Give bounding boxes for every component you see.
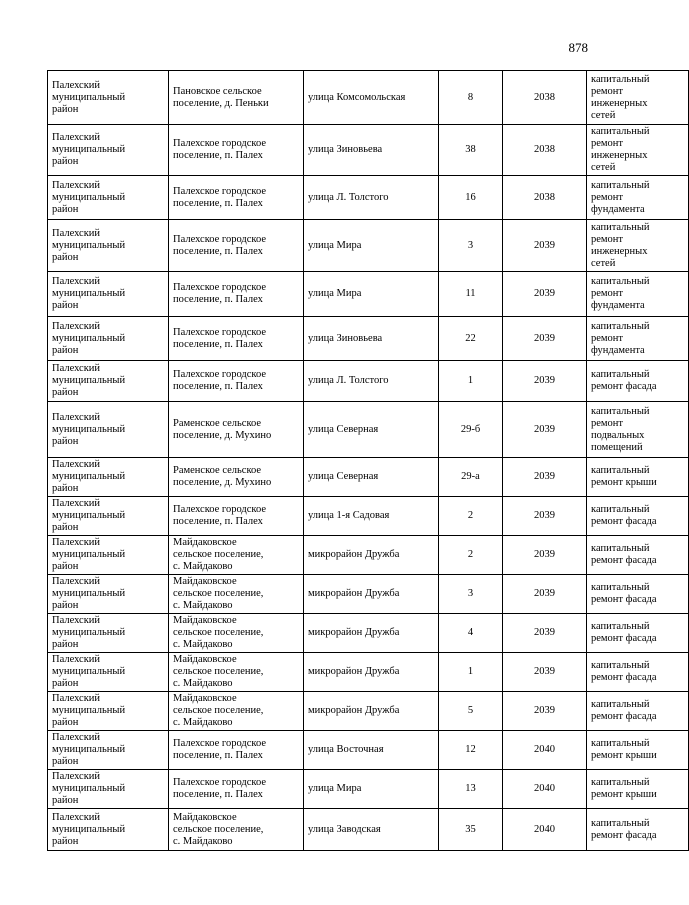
house-number-cell: 29-б	[439, 402, 503, 458]
district-cell: Палехский муниципальный район	[48, 458, 169, 497]
work-type-cell: капитальный ремонт фасада	[587, 497, 689, 536]
work-type-cell: капитальный ремонт инженерных сетей	[587, 220, 689, 272]
street-cell: улица Заводская	[304, 809, 439, 851]
work-type-cell: капитальный ремонт фундамента	[587, 272, 689, 317]
work-type-cell: капитальный ремонт фасада	[587, 536, 689, 575]
work-type-cell: капитальный ремонт фундамента	[587, 176, 689, 220]
settlement-cell: Майдаковское сельское поселение, с. Майдаково	[169, 614, 304, 653]
district-cell: Палехский муниципальный район	[48, 176, 169, 220]
street-cell: улица Л. Толстого	[304, 361, 439, 402]
work-type-cell: капитальный ремонт крыши	[587, 458, 689, 497]
house-number-cell: 13	[439, 770, 503, 809]
district-cell: Палехский муниципальный район	[48, 402, 169, 458]
settlement-cell: Пановское сельское поселение, д. Пеньки	[169, 71, 304, 125]
table-row	[48, 317, 689, 361]
settlement-cell: Майдаковское сельское поселение, с. Майдаково	[169, 809, 304, 851]
settlement-cell: Палехское городское поселение, п. Палех	[169, 125, 304, 176]
settlement-cell: Майдаковское сельское поселение, с. Майдаково	[169, 575, 304, 614]
street-cell: микрорайон Дружба	[304, 614, 439, 653]
settlement-cell: Раменское сельское поселение, д. Мухино	[169, 402, 304, 458]
work-type-cell: капитальный ремонт крыши	[587, 731, 689, 770]
street-cell: улица Мира	[304, 272, 439, 317]
house-number-cell: 5	[439, 692, 503, 731]
year-cell: 2038	[503, 71, 587, 125]
house-number-cell: 2	[439, 497, 503, 536]
house-number-cell: 38	[439, 125, 503, 176]
year-cell: 2040	[503, 809, 587, 851]
year-cell: 2039	[503, 272, 587, 317]
house-number-cell: 1	[439, 653, 503, 692]
table-row	[48, 614, 689, 653]
district-cell: Палехский муниципальный район	[48, 575, 169, 614]
street-cell: улица Мира	[304, 770, 439, 809]
table-row	[48, 809, 689, 851]
settlement-cell: Палехское городское поселение, п. Палех	[169, 272, 304, 317]
table-row	[48, 220, 689, 272]
street-cell: улица Восточная	[304, 731, 439, 770]
table-row	[48, 272, 689, 317]
street-cell: улица Мира	[304, 220, 439, 272]
settlement-cell: Майдаковское сельское поселение, с. Майдаково	[169, 536, 304, 575]
settlement-cell: Палехское городское поселение, п. Палех	[169, 770, 304, 809]
district-cell: Палехский муниципальный район	[48, 653, 169, 692]
year-cell: 2038	[503, 176, 587, 220]
house-number-cell: 4	[439, 614, 503, 653]
table-row	[48, 176, 689, 220]
house-number-cell: 3	[439, 220, 503, 272]
house-number-cell: 8	[439, 71, 503, 125]
street-cell: микрорайон Дружба	[304, 692, 439, 731]
house-number-cell: 11	[439, 272, 503, 317]
street-cell: улица Зиновьева	[304, 317, 439, 361]
year-cell: 2039	[503, 458, 587, 497]
year-cell: 2039	[503, 692, 587, 731]
settlement-cell: Раменское сельское поселение, д. Мухино	[169, 458, 304, 497]
district-cell: Палехский муниципальный район	[48, 361, 169, 402]
district-cell: Палехский муниципальный район	[48, 71, 169, 125]
work-type-cell: капитальный ремонт фасада	[587, 575, 689, 614]
settlement-cell: Палехское городское поселение, п. Палех	[169, 361, 304, 402]
year-cell: 2039	[503, 614, 587, 653]
table-row	[48, 402, 689, 458]
district-cell: Палехский муниципальный район	[48, 125, 169, 176]
settlement-cell: Палехское городское поселение, п. Палех	[169, 317, 304, 361]
house-number-cell: 12	[439, 731, 503, 770]
district-cell: Палехский муниципальный район	[48, 731, 169, 770]
district-cell: Палехский муниципальный район	[48, 770, 169, 809]
work-type-cell: капитальный ремонт подвальных помещений	[587, 402, 689, 458]
work-type-cell: капитальный ремонт фасада	[587, 361, 689, 402]
year-cell: 2039	[503, 402, 587, 458]
house-number-cell: 1	[439, 361, 503, 402]
district-cell: Палехский муниципальный район	[48, 317, 169, 361]
table-row	[48, 125, 689, 176]
house-number-cell: 22	[439, 317, 503, 361]
table-row	[48, 361, 689, 402]
year-cell: 2039	[503, 317, 587, 361]
year-cell: 2039	[503, 361, 587, 402]
house-number-cell: 35	[439, 809, 503, 851]
work-type-cell: капитальный ремонт фасада	[587, 692, 689, 731]
house-number-cell: 3	[439, 575, 503, 614]
year-cell: 2038	[503, 125, 587, 176]
street-cell: улица Северная	[304, 458, 439, 497]
work-type-cell: капитальный ремонт фасада	[587, 809, 689, 851]
table-row	[48, 458, 689, 497]
settlement-cell: Майдаковское сельское поселение, с. Майдаково	[169, 692, 304, 731]
table-row	[48, 71, 689, 125]
table-row	[48, 692, 689, 731]
year-cell: 2040	[503, 731, 587, 770]
table-row	[48, 536, 689, 575]
district-cell: Палехский муниципальный район	[48, 220, 169, 272]
house-number-cell: 16	[439, 176, 503, 220]
year-cell: 2039	[503, 497, 587, 536]
repair-schedule-table	[47, 70, 689, 851]
settlement-cell: Палехское городское поселение, п. Палех	[169, 176, 304, 220]
year-cell: 2039	[503, 536, 587, 575]
street-cell: улица Зиновьева	[304, 125, 439, 176]
district-cell: Палехский муниципальный район	[48, 272, 169, 317]
house-number-cell: 29-а	[439, 458, 503, 497]
settlement-cell: Палехское городское поселение, п. Палех	[169, 731, 304, 770]
work-type-cell: капитальный ремонт инженерных сетей	[587, 71, 689, 125]
street-cell: микрорайон Дружба	[304, 536, 439, 575]
work-type-cell: капитальный ремонт фасада	[587, 614, 689, 653]
work-type-cell: капитальный ремонт фундамента	[587, 317, 689, 361]
work-type-cell: капитальный ремонт фасада	[587, 653, 689, 692]
district-cell: Палехский муниципальный район	[48, 692, 169, 731]
district-cell: Палехский муниципальный район	[48, 809, 169, 851]
table-row	[48, 575, 689, 614]
street-cell: улица Л. Толстого	[304, 176, 439, 220]
work-type-cell: капитальный ремонт крыши	[587, 770, 689, 809]
year-cell: 2039	[503, 653, 587, 692]
street-cell: микрорайон Дружба	[304, 575, 439, 614]
settlement-cell: Майдаковское сельское поселение, с. Майдаково	[169, 653, 304, 692]
year-cell: 2040	[503, 770, 587, 809]
year-cell: 2039	[503, 220, 587, 272]
district-cell: Палехский муниципальный район	[48, 497, 169, 536]
street-cell: улица 1-я Садовая	[304, 497, 439, 536]
street-cell: микрорайон Дружба	[304, 653, 439, 692]
settlement-cell: Палехское городское поселение, п. Палех	[169, 220, 304, 272]
work-type-cell: капитальный ремонт инженерных сетей	[587, 125, 689, 176]
page-number: 878	[568, 40, 588, 55]
district-cell: Палехский муниципальный район	[48, 614, 169, 653]
street-cell: улица Комсомольская	[304, 71, 439, 125]
street-cell: улица Северная	[304, 402, 439, 458]
house-number-cell: 2	[439, 536, 503, 575]
table-row	[48, 653, 689, 692]
table-row	[48, 497, 689, 536]
settlement-cell: Палехское городское поселение, п. Палех	[169, 497, 304, 536]
table-row	[48, 731, 689, 770]
year-cell: 2039	[503, 575, 587, 614]
district-cell: Палехский муниципальный район	[48, 536, 169, 575]
table-row	[48, 770, 689, 809]
